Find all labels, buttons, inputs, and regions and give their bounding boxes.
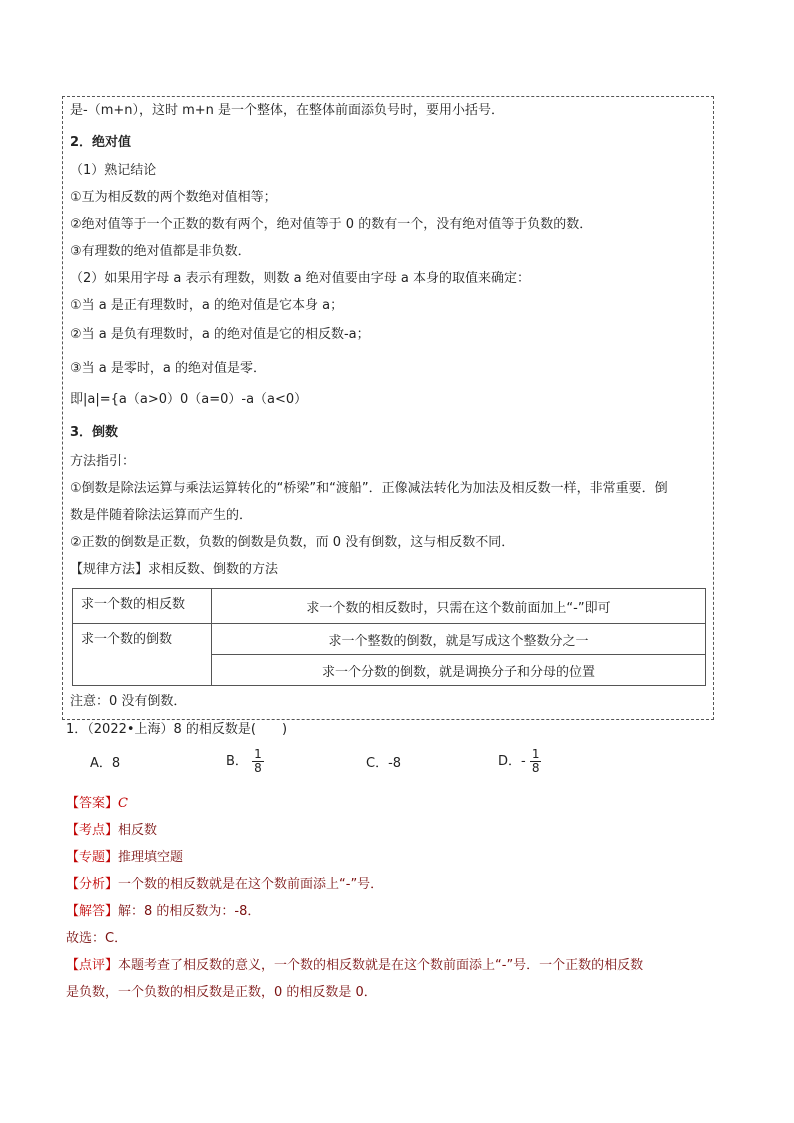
option-d-label: D．- xyxy=(498,754,526,769)
option-d xyxy=(498,748,541,775)
section-3-method: 方法指引： xyxy=(70,454,136,469)
fraction-numerator: 1 xyxy=(254,747,262,761)
section-3-item2: ②正数的倒数是正数，负数的倒数是负数，而 0 没有倒数，这与相反数不同． xyxy=(70,535,515,550)
topic-tag: 【考点】 xyxy=(66,823,119,838)
comment-value: 本题考查了相反数的意义，一个数的相反数就是在这个数前面添上“-”号．一个正数的相反数 xyxy=(118,958,644,973)
section-2-sub1: （1）熟记结论 xyxy=(70,163,157,178)
section-2-sub2: （2）如果用字母 a 表示有理数，则数 a 绝对值要由字母 a 本身的取值来确定： xyxy=(70,271,530,286)
subject-tag: 【专题】 xyxy=(66,850,119,865)
section-3-title: 3．倒数 xyxy=(70,425,119,440)
option-c: C．-8 xyxy=(366,756,402,771)
analysis-value: 一个数的相反数就是在这个数前面添上“-”号． xyxy=(118,877,384,892)
solution-value: 解：8 的相反数为：-8． xyxy=(118,904,261,919)
analysis-tag: 【分析】 xyxy=(66,877,119,892)
section-2-item3: ③有理数的绝对值都是非负数． xyxy=(70,244,251,259)
section-2-item1: ①互为相反数的两个数绝对值相等； xyxy=(70,190,277,205)
option-b-label: B． xyxy=(226,754,248,769)
table-cell: 求一个数的相反数 xyxy=(73,589,212,624)
rule-method-title: 【规律方法】求相反数、倒数的方法 xyxy=(70,562,279,577)
option-a: A．8 xyxy=(90,756,121,771)
answer-line xyxy=(66,795,128,813)
topic-value: 相反数 xyxy=(118,823,158,838)
fraction-numerator: 1 xyxy=(531,747,540,761)
comment-tag: 【点评】 xyxy=(66,958,119,973)
solution-line xyxy=(66,903,260,921)
answer-value: C xyxy=(118,796,128,811)
fraction-denominator: 8 xyxy=(531,761,540,775)
option-b xyxy=(226,748,264,775)
table-row xyxy=(73,624,706,655)
note-line: 注意：0 没有倒数． xyxy=(70,694,187,709)
table-cell: 求一个数的相反数时，只需在这个数前面加上“-”即可 xyxy=(212,589,706,624)
abs-formula: 即|a|={a（a>0）0（a=0）-a（a<0） xyxy=(70,392,308,407)
choice-line: 故选：C． xyxy=(66,931,128,946)
subject-value: 推理填空题 xyxy=(118,850,184,865)
option-d-fraction xyxy=(530,748,542,775)
subject-line xyxy=(66,849,183,867)
table-cell: 求一个数的倒数 xyxy=(73,624,212,686)
box-line-1: 是-（m+n），这时 m+n 是一个整体，在整体前面添负号时，要用小括号． xyxy=(70,103,505,118)
comment-line-2: 是负数，一个负数的相反数是正数，0 的相反数是 0． xyxy=(66,985,377,1000)
analysis-line xyxy=(66,876,383,894)
answer-tag: 【答案】 xyxy=(66,796,119,811)
comment-line-1 xyxy=(66,957,643,975)
section-2-title: 2．绝对值 xyxy=(70,135,132,150)
solution-tag: 【解答】 xyxy=(66,904,119,919)
question-stem: 1．（2022•上海）8 的相反数是( ) xyxy=(66,722,288,737)
section-2-case2: ②当 a 是负有理数时，a 的绝对值是它的相反数-a； xyxy=(70,327,370,342)
section-2-item2: ②绝对值等于一个正数的数有两个，绝对值等于 0 的数有一个，没有绝对值等于负数的数． xyxy=(70,217,593,232)
table-row xyxy=(73,589,706,624)
section-3-item1b: 数是伴随着除法运算而产生的． xyxy=(70,508,253,523)
topic-line xyxy=(66,822,157,840)
option-b-fraction xyxy=(252,748,264,775)
table-cell: 求一个分数的倒数，就是调换分子和分母的位置 xyxy=(212,655,706,686)
table-cell: 求一个整数的倒数，就是写成这个整数分之一 xyxy=(212,624,706,655)
section-2-case1: ①当 a 是正有理数时，a 的绝对值是它本身 a； xyxy=(70,298,344,313)
section-3-item1a: ①倒数是除法运算与乘法运算转化的“桥梁”和“渡船”．正像减法转化为加法及相反数一样，非常重要．倒 xyxy=(70,481,668,496)
section-2-case3: ③当 a 是零时，a 的绝对值是零． xyxy=(70,361,266,376)
fraction-denominator: 8 xyxy=(254,761,262,775)
method-table xyxy=(72,588,706,686)
